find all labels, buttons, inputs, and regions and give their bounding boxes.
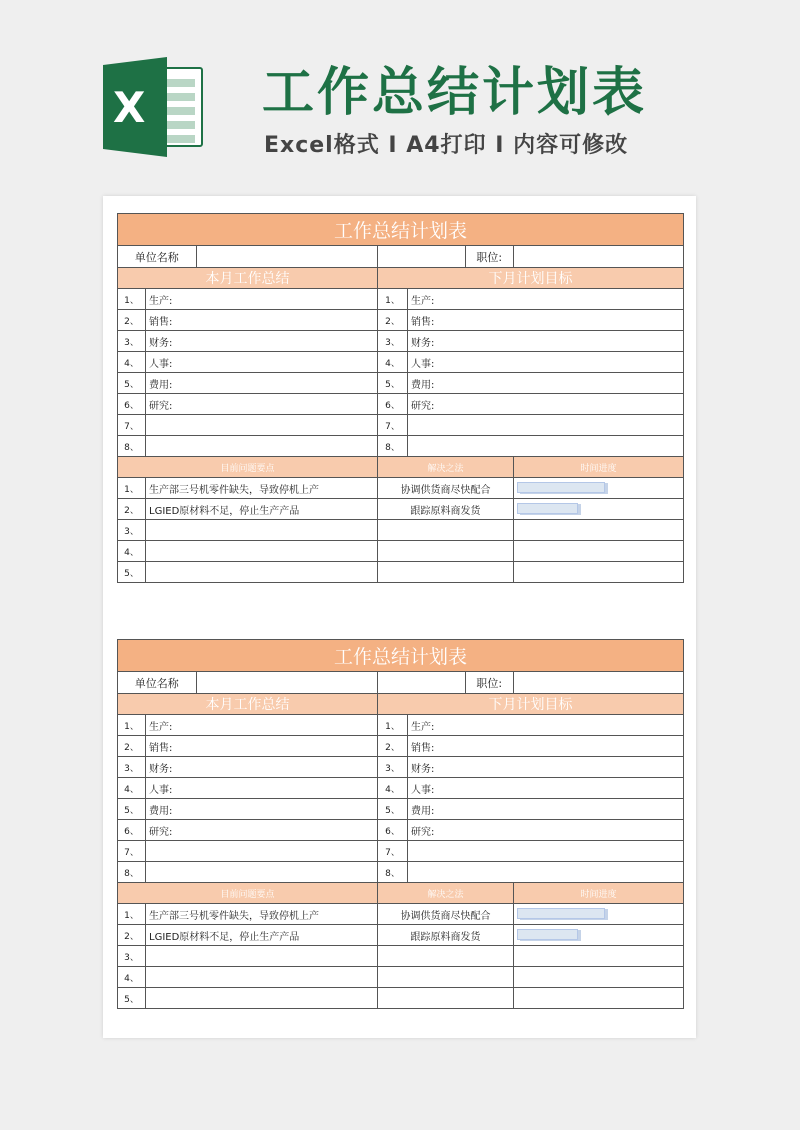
issue-number: 4、 [118, 541, 146, 562]
row-number: 2、 [118, 310, 146, 331]
issue-number: 5、 [118, 988, 146, 1009]
summary-cell[interactable]: 生产: [146, 715, 378, 736]
solution-cell[interactable]: 协调供货商尽快配合 [378, 904, 514, 925]
row-number: 3、 [378, 757, 408, 778]
table-row [118, 988, 684, 1009]
plan-header: 下月计划目标 [378, 268, 684, 289]
row-number: 7、 [118, 841, 146, 862]
table-row [118, 904, 684, 925]
unit-name-field-cont[interactable] [378, 672, 465, 693]
row-number: 1、 [378, 715, 408, 736]
table-row [118, 478, 684, 499]
page-subtitle: Excel格式 I A4打印 I 内容可修改 [264, 133, 629, 158]
issue-cell[interactable]: 生产部三号机零件缺失，导致停机上产 [146, 478, 378, 499]
issue-cell[interactable] [146, 562, 378, 583]
row-number: 5、 [118, 373, 146, 394]
solution-header: 解决之法 [378, 883, 514, 904]
progress-cell[interactable] [514, 988, 684, 1009]
plan-cell[interactable]: 研究: [408, 820, 684, 841]
row-number: 1、 [118, 289, 146, 310]
sheet-1 [117, 213, 684, 583]
summary-cell[interactable]: 人事: [146, 352, 378, 373]
summary-cell[interactable] [146, 415, 378, 436]
issue-cell[interactable] [146, 988, 378, 1009]
table-row [118, 394, 684, 415]
row-number: 8、 [118, 862, 146, 883]
sheet-title: 工作总结计划表 [118, 640, 684, 672]
table-row [118, 373, 684, 394]
summary-cell[interactable] [146, 436, 378, 457]
position-label: 职位: [465, 246, 513, 267]
unit-name-field[interactable] [196, 672, 377, 693]
plan-cell[interactable] [408, 436, 684, 457]
solution-cell[interactable] [378, 988, 514, 1009]
summary-header: 本月工作总结 [118, 694, 378, 715]
issues-header: 目前问题要点 [118, 883, 378, 904]
summary-cell[interactable]: 研究: [146, 820, 378, 841]
solution-cell[interactable] [378, 967, 514, 988]
plan-cell[interactable] [408, 415, 684, 436]
solution-cell[interactable] [378, 946, 514, 967]
row-number: 5、 [378, 373, 408, 394]
issue-number: 5、 [118, 562, 146, 583]
logo-letter: X [113, 83, 146, 132]
summary-cell[interactable]: 销售: [146, 736, 378, 757]
row-number: 4、 [118, 352, 146, 373]
plan-cell[interactable]: 财务: [408, 757, 684, 778]
progress-bar [517, 908, 605, 919]
plan-cell[interactable] [408, 862, 684, 883]
summary-cell[interactable]: 费用: [146, 373, 378, 394]
issue-cell[interactable]: LGIED原材料不足，停止生产产品 [146, 925, 378, 946]
solution-header: 解决之法 [378, 457, 514, 478]
row-number: 1、 [378, 289, 408, 310]
table-row [118, 862, 684, 883]
summary-cell[interactable]: 财务: [146, 757, 378, 778]
row-number: 6、 [378, 394, 408, 415]
row-number: 4、 [378, 778, 408, 799]
progress-cell[interactable] [514, 967, 684, 988]
solution-cell[interactable] [378, 562, 514, 583]
issue-number: 3、 [118, 946, 146, 967]
issue-number: 2、 [118, 499, 146, 520]
row-number: 4、 [118, 778, 146, 799]
plan-table [117, 639, 684, 1009]
solution-cell[interactable]: 跟踪原料商发货 [378, 499, 514, 520]
sheet-title: 工作总结计划表 [118, 214, 684, 246]
progress-cell[interactable] [514, 520, 684, 541]
issue-number: 3、 [118, 520, 146, 541]
summary-cell[interactable] [146, 841, 378, 862]
progress-bar [517, 482, 605, 493]
table-row [118, 946, 684, 967]
position-field[interactable] [514, 672, 684, 694]
unit-name-field[interactable] [196, 246, 377, 267]
sheet-2 [117, 639, 684, 1009]
solution-cell[interactable] [378, 520, 514, 541]
row-number: 3、 [118, 757, 146, 778]
table-row [118, 715, 684, 736]
progress-bar [517, 503, 578, 514]
issue-number: 1、 [118, 478, 146, 499]
summary-header: 本月工作总结 [118, 268, 378, 289]
plan-table [117, 213, 684, 583]
plan-cell[interactable]: 人事: [408, 778, 684, 799]
solution-cell[interactable] [378, 541, 514, 562]
table-row [118, 841, 684, 862]
row-number: 6、 [118, 820, 146, 841]
progress-cell[interactable] [514, 925, 684, 946]
issues-header: 目前问题要点 [118, 457, 378, 478]
row-number: 6、 [118, 394, 146, 415]
table-row [118, 799, 684, 820]
table-row [118, 820, 684, 841]
plan-cell[interactable]: 生产: [408, 715, 684, 736]
issue-cell[interactable] [146, 541, 378, 562]
table-row [118, 415, 684, 436]
row-number: 2、 [118, 736, 146, 757]
issue-number: 2、 [118, 925, 146, 946]
issue-cell[interactable] [146, 520, 378, 541]
table-row [118, 310, 684, 331]
row-number: 7、 [378, 415, 408, 436]
progress-cell[interactable] [514, 946, 684, 967]
row-number: 5、 [118, 799, 146, 820]
row-number: 1、 [118, 715, 146, 736]
issue-cell[interactable]: LGIED原材料不足，停止生产产品 [146, 499, 378, 520]
plan-cell[interactable]: 财务: [408, 331, 684, 352]
row-number: 7、 [378, 841, 408, 862]
issue-cell[interactable]: 生产部三号机零件缺失，导致停机上产 [146, 904, 378, 925]
row-number: 8、 [118, 436, 146, 457]
issue-number: 1、 [118, 904, 146, 925]
progress-cell[interactable] [514, 478, 684, 499]
table-row [118, 352, 684, 373]
summary-cell[interactable]: 人事: [146, 778, 378, 799]
progress-cell[interactable] [514, 541, 684, 562]
issue-number: 4、 [118, 967, 146, 988]
table-row [118, 499, 684, 520]
progress-cell[interactable] [514, 562, 684, 583]
progress-cell[interactable] [514, 904, 684, 925]
summary-cell[interactable] [146, 862, 378, 883]
progress-cell[interactable] [514, 499, 684, 520]
solution-cell[interactable]: 跟踪原料商发货 [378, 925, 514, 946]
table-row [118, 436, 684, 457]
row-number: 8、 [378, 436, 408, 457]
table-row [118, 331, 684, 352]
table-row [118, 289, 684, 310]
plan-cell[interactable] [408, 841, 684, 862]
summary-cell[interactable]: 研究: [146, 394, 378, 415]
row-number: 7、 [118, 415, 146, 436]
table-row [118, 967, 684, 988]
table-row [118, 541, 684, 562]
row-number: 3、 [118, 331, 146, 352]
row-number: 2、 [378, 736, 408, 757]
plan-cell[interactable]: 销售: [408, 310, 684, 331]
summary-cell[interactable]: 生产: [146, 289, 378, 310]
plan-cell[interactable]: 销售: [408, 736, 684, 757]
progress-header: 时间进度 [514, 457, 684, 478]
unit-name-field-cont[interactable] [378, 246, 465, 267]
position-label: 职位: [465, 672, 513, 693]
row-number: 5、 [378, 799, 408, 820]
plan-cell[interactable]: 费用: [408, 799, 684, 820]
unit-name-label: 单位名称 [118, 672, 196, 693]
plan-header: 下月计划目标 [378, 694, 684, 715]
excel-logo-icon [103, 57, 203, 157]
unit-name-label: 单位名称 [118, 246, 196, 267]
plan-cell[interactable]: 生产: [408, 289, 684, 310]
table-row [118, 757, 684, 778]
solution-cell[interactable]: 协调供货商尽快配合 [378, 478, 514, 499]
table-row [118, 520, 684, 541]
summary-cell[interactable]: 费用: [146, 799, 378, 820]
row-number: 8、 [378, 862, 408, 883]
row-number: 6、 [378, 820, 408, 841]
progress-bar [517, 929, 578, 940]
issue-cell[interactable] [146, 967, 378, 988]
table-row [118, 736, 684, 757]
row-number: 2、 [378, 310, 408, 331]
progress-header: 时间进度 [514, 883, 684, 904]
row-number: 4、 [378, 352, 408, 373]
summary-cell[interactable]: 财务: [146, 331, 378, 352]
table-row [118, 778, 684, 799]
table-row [118, 925, 684, 946]
row-number: 3、 [378, 331, 408, 352]
plan-cell[interactable]: 人事: [408, 352, 684, 373]
position-field[interactable] [514, 246, 684, 268]
plan-cell[interactable]: 费用: [408, 373, 684, 394]
page-title: 工作总结计划表 [262, 63, 648, 123]
summary-cell[interactable]: 销售: [146, 310, 378, 331]
table-row [118, 562, 684, 583]
issue-cell[interactable] [146, 946, 378, 967]
plan-cell[interactable]: 研究: [408, 394, 684, 415]
